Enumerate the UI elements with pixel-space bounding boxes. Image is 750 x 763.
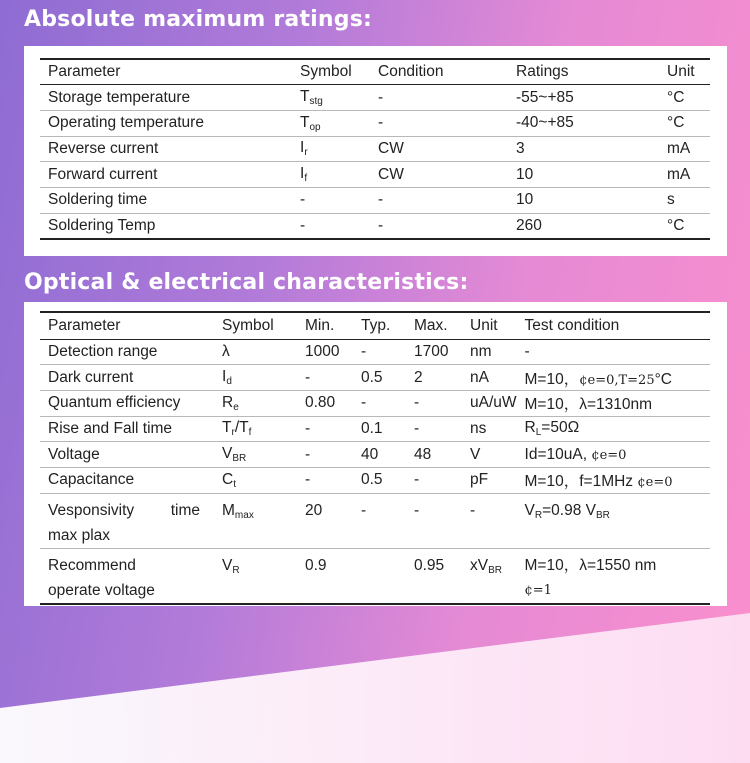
header-typ: Typ. — [361, 316, 391, 334]
unit-cell: °C — [667, 216, 685, 234]
test-condition-cell: $R_L=50\Omega$ — [524, 419, 580, 439]
condition-cell: - — [378, 216, 384, 234]
table-row — [40, 110, 710, 136]
absolute-max-ratings-panel — [24, 46, 727, 256]
condition-cell: - — [378, 191, 384, 209]
optical-electrical-table — [40, 311, 710, 605]
unit-cell: mA — [667, 165, 691, 183]
table-header-row — [40, 312, 710, 339]
symbol-cell: $T_{stg}$ — [300, 88, 323, 108]
unit-cell: V — [470, 445, 481, 463]
max-cell: - — [414, 394, 420, 412]
table-row — [40, 162, 710, 188]
table-row — [40, 187, 710, 213]
table-row — [40, 85, 710, 111]
max-cell: - — [414, 419, 420, 437]
min-cell: - — [305, 445, 311, 463]
table-row — [40, 416, 710, 442]
min-cell: - — [305, 368, 311, 386]
unit-cell: nm — [470, 342, 492, 360]
unit-cell: uA/uW — [470, 394, 517, 412]
parameter-cell: Soldering Temp — [48, 216, 156, 234]
header-test-condition: Test condition — [524, 316, 620, 334]
unit-cell: s — [667, 191, 675, 209]
rating-cell: 3 — [516, 139, 525, 157]
unit-cell: ns — [470, 419, 487, 437]
unit-cell: mA — [667, 139, 691, 157]
parameter-cell: Quantum efficiency — [48, 394, 181, 412]
parameter-cell: Voltage — [48, 445, 100, 463]
header-parameter: Parameter — [48, 63, 121, 81]
symbol-cell: - — [300, 216, 306, 234]
typ-cell: 40 — [361, 445, 379, 463]
max-cell: - — [414, 501, 420, 519]
test-condition-cell: M=10，λ=1310nm — [524, 396, 653, 414]
typ-cell: - — [361, 501, 367, 519]
condition-cell: CW — [378, 165, 404, 183]
typ-cell: - — [361, 342, 367, 360]
rating-cell: -40~+85 — [516, 114, 574, 132]
test-condition-cell: M=10，¢e=0,T=25°C — [524, 370, 673, 388]
typ-cell: - — [361, 394, 367, 412]
absolute-max-ratings-title: Absolute maximum ratings: — [24, 7, 373, 32]
parameter-cell: Soldering time — [48, 191, 148, 209]
symbol-cell: $V_{BR}$ — [222, 445, 247, 465]
header-parameter: Parameter — [48, 316, 121, 334]
parameter-cell: Storage temperature — [48, 88, 191, 106]
table-row — [40, 365, 710, 391]
table-row — [40, 213, 710, 239]
unit-cell: pF — [470, 471, 489, 489]
rating-cell: 10 — [516, 165, 534, 183]
header-unit: Unit — [667, 63, 695, 81]
typ-cell: 0.5 — [361, 368, 383, 386]
table-row — [40, 390, 710, 416]
typ-cell: 0.5 — [361, 471, 383, 489]
unit-cell: $xV_{BR}$ — [470, 556, 502, 576]
min-cell: - — [305, 471, 311, 489]
optical-electrical-panel — [24, 302, 727, 606]
unit-cell: °C — [667, 114, 685, 132]
table-header-row — [40, 59, 710, 85]
min-cell: 20 — [305, 501, 323, 519]
symbol-cell: λ — [222, 342, 230, 360]
header-ratings: Ratings — [516, 63, 569, 81]
symbol-cell: - — [300, 191, 306, 209]
symbol-cell: $T_r/T_f$ — [222, 419, 252, 439]
symbol-cell: $I_f$ — [300, 165, 308, 185]
parameter-cell: Operating temperature — [48, 114, 204, 132]
symbol-cell: $M_{max}$ — [222, 501, 254, 521]
parameter-cell: Dark current — [48, 368, 134, 386]
test-condition-cell: $V_R=0.98$ $V_{BR}$ — [524, 501, 610, 521]
test-condition-cell: Id=10uA, ¢e=0 — [524, 445, 627, 463]
table-row — [40, 442, 710, 468]
symbol-cell: $I_d$ — [222, 368, 232, 388]
parameter-cell: Reverse current — [48, 139, 159, 157]
max-cell: - — [414, 471, 420, 489]
typ-cell: 0.1 — [361, 419, 383, 437]
min-cell: 1000 — [305, 342, 340, 360]
symbol-cell: $T_{op}$ — [300, 113, 321, 133]
symbol-cell: $C_t$ — [222, 470, 236, 490]
parameter-cell: Forward current — [48, 165, 158, 183]
symbol-cell: $R_e$ — [222, 393, 239, 413]
max-cell: 2 — [414, 368, 423, 386]
header-max: Max. — [414, 316, 448, 334]
min-cell: 0.80 — [305, 394, 336, 412]
min-cell: 0.9 — [305, 556, 327, 574]
optical-electrical-title: Optical & electrical characteristics: — [24, 270, 469, 295]
table-row — [40, 136, 710, 162]
max-cell: 48 — [414, 445, 432, 463]
rating-cell: 10 — [516, 191, 534, 209]
symbol-cell: $I_r$ — [300, 139, 308, 159]
test-condition-cell: M=10，f=1MHz ¢e=0 — [524, 473, 673, 491]
parameter-cell: Detection range — [48, 342, 158, 360]
header-symbol: Symbol — [300, 63, 352, 81]
parameter-cell: Rise and Fall time — [48, 419, 173, 437]
unit-cell: °C — [667, 88, 685, 106]
parameter-cell: Capacitance — [48, 471, 135, 489]
parameter-cell: Recommend operate voltage — [48, 556, 155, 599]
max-cell: 1700 — [414, 342, 449, 360]
typ-cell — [353, 548, 406, 604]
rating-cell: -55~+85 — [516, 88, 574, 106]
parameter-cell: Vesponsivity time max plax — [48, 501, 200, 544]
table-row — [40, 493, 710, 548]
test-condition-cell: M=10，λ=1550 nm ¢=1 — [524, 556, 657, 598]
header-unit: Unit — [470, 316, 498, 334]
condition-cell: - — [378, 114, 384, 132]
unit-cell: - — [470, 501, 476, 519]
unit-cell: nA — [470, 368, 489, 386]
header-condition: Condition — [378, 63, 444, 81]
absolute-max-ratings-table — [40, 58, 710, 240]
table-row — [40, 339, 710, 365]
rating-cell: 260 — [516, 216, 542, 234]
test-condition-cell: - — [524, 342, 530, 360]
symbol-cell: $V_R$ — [222, 556, 240, 576]
condition-cell: CW — [378, 139, 404, 157]
header-symbol: Symbol — [222, 316, 274, 334]
table-row — [40, 548, 710, 604]
condition-cell: - — [378, 88, 384, 106]
max-cell: 0.95 — [414, 556, 445, 574]
table-row — [40, 467, 710, 493]
min-cell: - — [305, 419, 311, 437]
header-min: Min. — [305, 316, 335, 334]
